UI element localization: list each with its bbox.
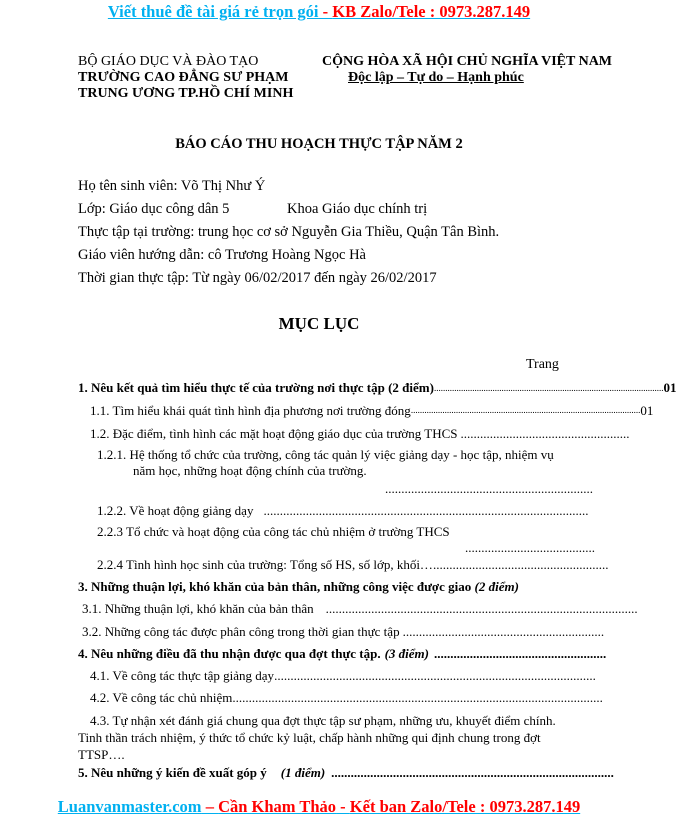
toc-entry-3-points: (2 điểm) bbox=[474, 579, 519, 594]
toc-leader: ..................................................... bbox=[434, 646, 607, 661]
toc-entry-4[interactable] bbox=[78, 646, 607, 662]
toc-leader: ...................................................................................................... bbox=[410, 405, 641, 415]
toc-entry-1-2-3[interactable]: 2.2.3 Tổ chức và hoạt động của công tác chủ nhiệm ở trường THCS bbox=[97, 524, 450, 539]
promo-contact[interactable]: KB Zalo/Tele : 0973.287.149 bbox=[332, 2, 531, 21]
toc-entry-4-2[interactable] bbox=[90, 690, 603, 706]
toc-entry-4-points: (3 điểm) bbox=[384, 646, 429, 661]
toc-entry-4-1-label: 4.1. Về công tác thực tập giảng dạy bbox=[90, 668, 275, 683]
toc-entry-1-2-label: 1.2. Đặc điểm, tình hình các mặt hoạt động giáo dục của trường THCS bbox=[90, 426, 458, 441]
student-name: Họ tên sinh viên: Võ Thị Như Ý bbox=[78, 178, 266, 194]
toc-entry-4-label: 4. Nêu những điều đã thu nhận được qua đợt thực tập. bbox=[78, 646, 381, 661]
motto: Độc lập – Tự do – Hạnh phúc bbox=[348, 70, 524, 85]
toc-entry-1[interactable] bbox=[78, 380, 676, 396]
promo-site-link[interactable]: Luanvanmaster.com bbox=[57, 797, 202, 816]
toc-entry-1-1-page: 01 bbox=[640, 403, 654, 418]
student-class: Lớp: Giáo dục công dân 5 bbox=[78, 201, 230, 217]
promo-separator: – bbox=[201, 797, 219, 816]
toc-entry-1-label: 1. Nêu kết quả tìm hiểu thực tế của trường nơi thực tập (2 điểm) bbox=[78, 380, 434, 395]
toc-entry-1-2-2-label: 1.2.2. Về hoạt động giảng dạy bbox=[97, 503, 254, 518]
promo-name[interactable]: Cần Kham Thảo bbox=[218, 797, 337, 816]
toc-leader: ...................................................................................................... bbox=[433, 383, 664, 393]
toc-leader: ................................................................ bbox=[385, 481, 593, 496]
toc-leader: ................................................................................................... bbox=[274, 668, 596, 683]
toc-entry-3-label: 3. Những thuận lợi, khó khăn của bản thân, những công việc được giao bbox=[78, 579, 472, 594]
promo-separator: - bbox=[336, 797, 350, 816]
toc-entry-1-2[interactable] bbox=[90, 426, 630, 442]
toc-entry-4-3-line1: 4.3. Tự nhận xét đánh giá chung qua đợt thực tập sư phạm, những ưu, khuyết điểm chính. bbox=[90, 713, 556, 728]
toc-title: MỤC LỤC bbox=[278, 314, 360, 333]
toc-entry-3-2-label: 3.2. Những công tác được phân công trong thời gian thực tập bbox=[82, 624, 400, 639]
toc-leader: .................................................................................................................. bbox=[232, 690, 603, 705]
promo-banner-bottom[interactable] bbox=[0, 797, 638, 817]
toc-entry-3-2[interactable] bbox=[82, 624, 605, 640]
toc-entry-1-2-2[interactable] bbox=[97, 503, 589, 519]
toc-entry-1-1[interactable] bbox=[90, 403, 654, 419]
promo-contact[interactable]: Kết ban Zalo/Tele : 0973.287.149 bbox=[349, 797, 581, 816]
college-city: TRUNG ƯƠNG TP.HỒ CHÍ MINH bbox=[78, 86, 294, 101]
toc-entry-1-2-4-label: 2.2.4 Tình hình học sinh của trường: Tổng số HS, số lớp, khối… bbox=[97, 557, 433, 572]
toc-leader: .............................................................. bbox=[402, 624, 605, 639]
toc-entry-1-1-label: 1.1. Tìm hiểu khái quát tình hình địa phương nơi trường đóng bbox=[90, 403, 411, 418]
toc-leader: .................................................... bbox=[460, 426, 630, 441]
ministry-name: BỘ GIÁO DỤC VÀ ĐÀO TẠO bbox=[78, 54, 259, 69]
republic-name: CỘNG HÒA XÃ HỘI CHỦ NGHĨA VIỆT NAM bbox=[322, 54, 613, 69]
toc-entry-5-label: 5. Nêu những ý kiến đề xuất góp ý bbox=[78, 765, 267, 780]
toc-entry-4-3-line2: Tinh thần trách nhiệm, ý thức tổ chức kỷ luật, chấp hành những qui định chung trong đợt bbox=[78, 730, 541, 745]
toc-page-label: Trang bbox=[526, 357, 559, 372]
student-faculty: Khoa Giáo dục chính trị bbox=[287, 201, 428, 217]
toc-leader: ................................................................................................ bbox=[325, 601, 638, 616]
toc-entry-4-3[interactable] bbox=[78, 712, 556, 763]
toc-entry-5-points: (1 điểm) bbox=[280, 765, 326, 780]
toc-entry-4-1[interactable] bbox=[90, 668, 596, 684]
toc-entry-5[interactable] bbox=[78, 765, 614, 781]
toc-entry-4-2-label: 4.2. Về công tác chủ nhiệm bbox=[90, 690, 233, 705]
toc-leader: ....................................................................................... bbox=[331, 765, 614, 780]
toc-entry-3[interactable] bbox=[78, 579, 519, 595]
toc-entry-1-2-1-line2: năm học, những hoạt động chính của trường. bbox=[133, 463, 367, 478]
toc-entry-1-page: 01 bbox=[663, 380, 676, 395]
promo-text[interactable]: Viết thuê đề tài giá rẻ trọn gói bbox=[107, 2, 319, 21]
college-name-line1: TRƯỜNG CAO ĐẲNG SƯ PHẠM bbox=[78, 70, 289, 85]
toc-entry-1-2-4[interactable] bbox=[97, 557, 609, 573]
toc-entry-3-1-label: 3.1. Những thuận lợi, khó khăn của bản thân bbox=[82, 601, 314, 616]
promo-separator: - bbox=[318, 2, 333, 21]
college-name bbox=[78, 69, 289, 86]
promo-banner-top[interactable] bbox=[0, 2, 638, 22]
toc-leader: ........................................ bbox=[465, 540, 595, 555]
toc-leader: .................................................................................................... bbox=[263, 503, 589, 518]
toc-entry-1-2-1[interactable] bbox=[97, 447, 554, 479]
toc-entry-3-1[interactable] bbox=[82, 601, 638, 617]
supervisor: Giáo viên hướng dẫn: cô Trương Hoàng Ngọc Hà bbox=[78, 247, 366, 263]
internship-school: Thực tập tại trường: trung học cơ sở Nguyễn Gia Thiều, Quận Tân Bình. bbox=[78, 224, 500, 240]
report-title: BÁO CÁO THU HOẠCH THỰC TẬP NĂM 2 bbox=[175, 136, 463, 152]
internship-period: Thời gian thực tập: Từ ngày 06/02/2017 đến ngày 26/02/2017 bbox=[78, 270, 437, 286]
toc-entry-4-3-line3: TTSP…. bbox=[78, 747, 125, 762]
toc-entry-1-2-1-line1: 1.2.1. Hệ thống tổ chức của trường, công tác quản lý việc giảng dạy - học tập, nhiệm vụ bbox=[97, 447, 554, 462]
toc-leader: ...................................................... bbox=[432, 557, 609, 572]
